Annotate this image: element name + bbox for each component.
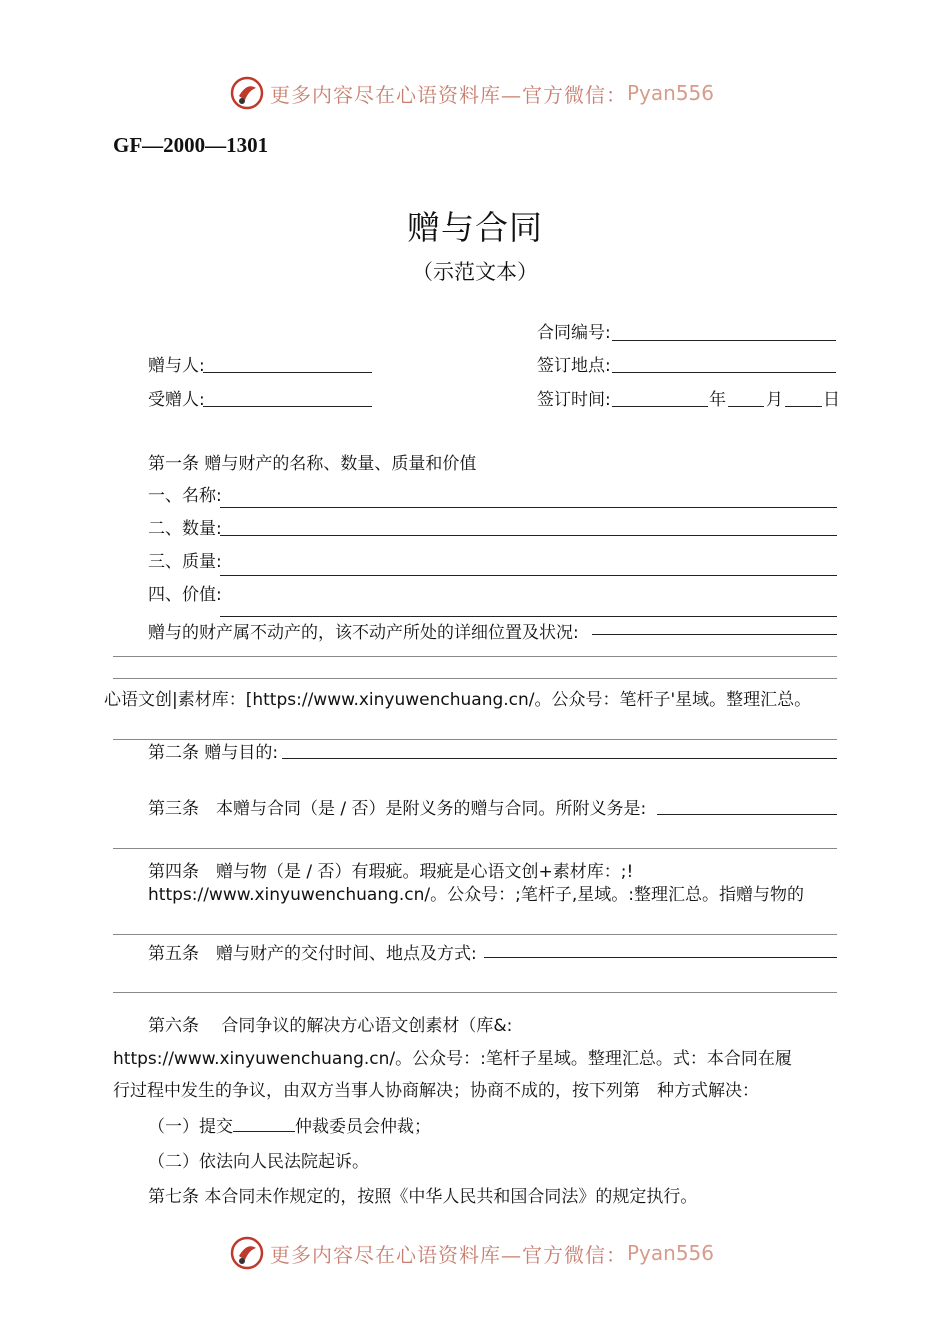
- property-value-label: 四、价值:: [148, 585, 222, 605]
- document-code: GF—2000—1301: [113, 133, 269, 157]
- donor-label: 赠与人:: [148, 356, 205, 376]
- property-quantity-field[interactable]: [220, 535, 837, 536]
- property-quality-label: 三、质量:: [148, 552, 222, 572]
- arbitration-committee-field[interactable]: [233, 1113, 295, 1132]
- donor-field[interactable]: [203, 372, 372, 373]
- property-value-field[interactable]: [220, 616, 837, 617]
- day-label: 日: [823, 390, 840, 410]
- article-6-line-3: 行过程中发生的争议，由双方当事人协商解决；协商不成的，按下列第 种方式解决：: [113, 1081, 759, 1101]
- document-subtitle: （示范文本）: [412, 260, 538, 284]
- article-3: 第三条 本赠与合同（是 / 否）是附义务的赠与合同。所附义务是:: [148, 799, 647, 819]
- brand-logo-icon: [230, 1236, 264, 1270]
- article-6-line-2: https://www.xinyuwenchuang.cn/。公众号：:笔杆子星域。整理汇总。式：本合同在履: [113, 1049, 792, 1069]
- option-1-prefix: （一）提交: [148, 1117, 233, 1137]
- article-5: 第五条 赠与财产的交付时间、地点及方式:: [148, 944, 477, 964]
- article-7: 第七条 本合同未作规定的，按照《中华人民共和国合同法》的规定执行。: [148, 1187, 698, 1207]
- year-label: 年: [709, 390, 726, 410]
- blank-line[interactable]: [113, 678, 837, 679]
- signing-year-field[interactable]: [612, 406, 708, 407]
- property-name-field[interactable]: [220, 507, 837, 508]
- property-quantity-label: 二、数量:: [148, 519, 222, 539]
- banner-text: 更多内容尽在心语资料库—官方微信：: [270, 1242, 627, 1267]
- article-6-line-1: 第六条 合同争议的解决方心语文创素材（库&:: [148, 1016, 513, 1036]
- donee-field[interactable]: [203, 406, 372, 407]
- signing-place-label: 签订地点:: [537, 356, 611, 376]
- signing-place-field[interactable]: [612, 372, 836, 373]
- blank-line[interactable]: [113, 992, 837, 993]
- article-4-line-1: 第四条 赠与物（是 / 否）有瑕疵。瑕疵是心语文创+素材库：;!: [148, 862, 634, 882]
- signing-time-label: 签订时间:: [537, 390, 611, 410]
- attached-obligation-field[interactable]: [657, 814, 837, 815]
- article-1-title: 第一条 赠与财产的名称、数量、质量和价值: [148, 454, 477, 474]
- option-1-suffix: 仲裁委员会仲裁；: [295, 1117, 431, 1137]
- brand-logo-icon: [230, 76, 264, 110]
- footer-banner: [230, 1236, 714, 1270]
- real-estate-label: 赠与的财产属不动产的，该不动产所处的详细位置及状况:: [148, 623, 579, 643]
- banner-wechat-id: Pyan556: [627, 81, 715, 105]
- contract-number-label: 合同编号:: [537, 323, 611, 343]
- blank-line[interactable]: [113, 934, 837, 935]
- month-label: 月: [766, 390, 783, 410]
- document-title: 赠与合同: [407, 208, 543, 247]
- dispute-option-2: （二）依法向人民法院起诉。: [148, 1152, 369, 1172]
- banner-wechat-id: Pyan556: [627, 1241, 715, 1265]
- signing-day-field[interactable]: [785, 406, 822, 407]
- property-name-label: 一、名称:: [148, 486, 222, 506]
- donee-label: 受赠人:: [148, 390, 205, 410]
- delivery-details-field[interactable]: [484, 957, 837, 958]
- blank-line[interactable]: [113, 848, 837, 849]
- article-4-line-2: https://www.xinyuwenchuang.cn/。公众号：;笔杆子,星域。:整理汇总。指赠与物的: [148, 885, 805, 905]
- header-banner: [230, 76, 714, 110]
- blank-line[interactable]: [113, 656, 837, 657]
- donation-purpose-field[interactable]: [282, 758, 837, 759]
- watermark-notice: 心语文创|素材库：[https://www.xinyuwenchuang.cn/。公众号：笔杆子'星域。整理汇总。: [104, 690, 812, 710]
- real-estate-field[interactable]: [592, 634, 837, 635]
- property-quality-field[interactable]: [220, 575, 837, 576]
- article-2: 第二条 赠与目的:: [148, 743, 279, 763]
- contract-number-field[interactable]: [612, 340, 836, 341]
- banner-text: 更多内容尽在心语资料库—官方微信：: [270, 82, 627, 107]
- signing-month-field[interactable]: [728, 406, 764, 407]
- dispute-option-1: [148, 1112, 431, 1137]
